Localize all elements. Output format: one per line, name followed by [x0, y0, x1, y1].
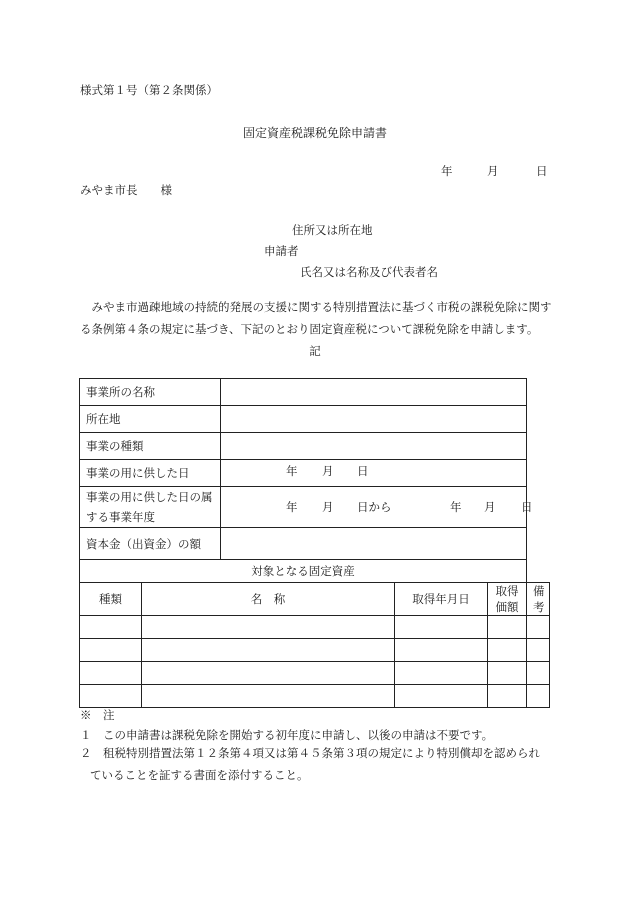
- asset-date-cell[interactable]: [395, 616, 488, 639]
- fiscal-year2-label: 年: [450, 500, 462, 514]
- col-header-name: 名 称: [142, 583, 395, 616]
- fiscal-year-label: 事業の用に供した日の属する事業年度: [80, 487, 221, 528]
- note-2-continuation: ていることを証する書面を添付すること。: [90, 768, 309, 782]
- application-table: [79, 378, 550, 708]
- fiscal-day2-label: 日: [521, 500, 533, 514]
- date-month-label: 月: [487, 164, 499, 178]
- fiscal-day-from-label: 日から: [357, 500, 392, 514]
- asset-type-cell[interactable]: [80, 685, 142, 708]
- note-2: ２ 租税特別措置法第１２条第４項又は第４５条第３項の規定により特別償却を認められ: [80, 746, 540, 760]
- capital-label: 資本金（出資金）の額: [80, 528, 221, 560]
- addressee: みやま市長 様: [80, 183, 172, 197]
- col-header-acquired-price: 取得価額: [488, 583, 527, 616]
- asset-remarks-cell[interactable]: [527, 685, 550, 708]
- notes-heading: ※ 注: [80, 708, 115, 722]
- asset-name-cell[interactable]: [142, 662, 395, 685]
- note-1: １ この申請書は課税免除を開始する初年度に申請し、以後の申請は不要です。: [80, 728, 494, 742]
- asset-name-cell[interactable]: [142, 685, 395, 708]
- applicant-label: 申請者: [264, 244, 299, 258]
- asset-type-cell[interactable]: [80, 639, 142, 662]
- date-day-label: 日: [536, 164, 548, 178]
- asset-name-cell[interactable]: [142, 616, 395, 639]
- location-field[interactable]: [221, 406, 527, 433]
- asset-type-cell[interactable]: [80, 616, 142, 639]
- asset-remarks-cell[interactable]: [527, 662, 550, 685]
- office-name-label: 事業所の名称: [80, 379, 221, 406]
- asset-date-cell[interactable]: [395, 639, 488, 662]
- location-label: 所在地: [80, 406, 221, 433]
- address-label: 住所又は所在地: [292, 223, 373, 237]
- start-date-field[interactable]: [221, 460, 527, 487]
- fiscal-year1-label: 年: [286, 500, 298, 514]
- asset-date-cell[interactable]: [395, 685, 488, 708]
- ki-mark: 記: [309, 344, 321, 358]
- fiscal-month1-label: 月: [322, 500, 334, 514]
- asset-price-cell[interactable]: [488, 685, 527, 708]
- start-day-label: 日: [357, 464, 369, 478]
- application-statement: みやま市過疎地域の持続的発展の支援に関する特別措置法に基づく市税の課税免除に関する条例第４条の規定に基づき、下記のとおり固定資産税について課税免除を申請します。: [80, 300, 552, 336]
- fiscal-year-field[interactable]: [221, 487, 533, 528]
- asset-price-cell[interactable]: [488, 639, 527, 662]
- asset-date-cell[interactable]: [395, 662, 488, 685]
- asset-row: [80, 616, 550, 639]
- asset-type-cell[interactable]: [80, 662, 142, 685]
- asset-row: [80, 639, 550, 662]
- col-header-acquired-date: 取得年月日: [395, 583, 488, 616]
- asset-remarks-cell[interactable]: [527, 616, 550, 639]
- asset-remarks-cell[interactable]: [527, 639, 550, 662]
- office-name-field[interactable]: [221, 379, 527, 406]
- col-header-remarks: 備考: [527, 583, 550, 616]
- asset-price-cell[interactable]: [488, 616, 527, 639]
- date-year-label: 年: [441, 164, 453, 178]
- name-label: 氏名又は名称及び代表者名: [300, 265, 438, 279]
- start-year-label: 年: [286, 464, 298, 478]
- col-header-type: 種類: [80, 583, 142, 616]
- business-type-field[interactable]: [221, 433, 527, 460]
- capital-field[interactable]: [221, 528, 527, 560]
- asset-row: [80, 662, 550, 685]
- start-date-label: 事業の用に供した日: [80, 460, 221, 487]
- start-month-label: 月: [322, 464, 334, 478]
- asset-row: [80, 685, 550, 708]
- asset-section-header: 対象となる固定資産: [80, 560, 527, 583]
- form-number: 様式第１号（第２条関係）: [80, 83, 218, 97]
- fiscal-month2-label: 月: [484, 500, 496, 514]
- asset-name-cell[interactable]: [142, 639, 395, 662]
- document-title: 固定資産税課税免除申請書: [242, 126, 387, 140]
- asset-price-cell[interactable]: [488, 662, 527, 685]
- business-type-label: 事業の種類: [80, 433, 221, 460]
